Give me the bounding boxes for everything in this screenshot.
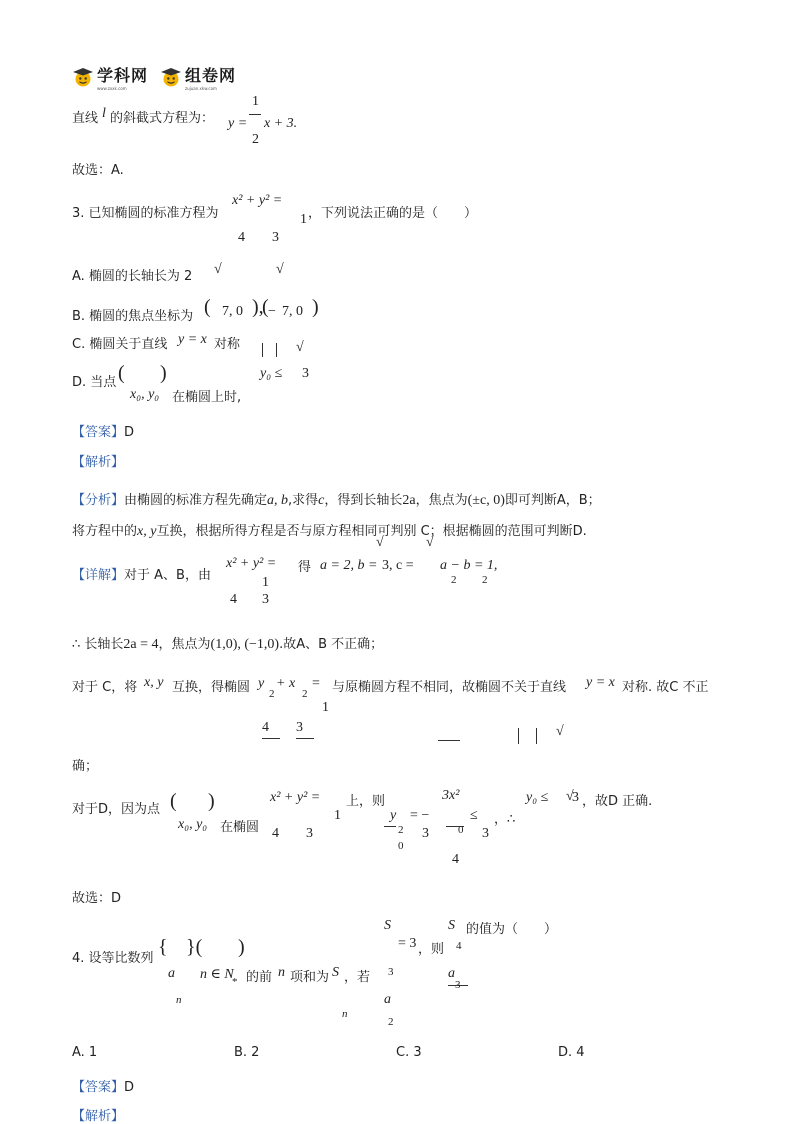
q3-fenxi-line2	[72, 520, 587, 540]
fenxi-ab: a, b	[267, 493, 289, 508]
q4-value: 的值为（ ）	[466, 922, 558, 937]
q4-n2: n	[342, 1008, 348, 1020]
q4-n: n	[278, 965, 285, 980]
c-text: 互换，得椭圆	[172, 680, 251, 695]
q4-S4: S	[448, 918, 455, 933]
answer-value: D	[124, 1080, 135, 1095]
therefore-points: (1,0), (−1,0)	[210, 637, 280, 652]
fenxi-text: 由椭圆的标准方程先确定	[124, 493, 268, 508]
q4-text: 项和为	[290, 970, 330, 985]
c-text: 对于 C，将	[72, 680, 138, 695]
p1-answer: 故选：A.	[72, 163, 124, 178]
d-point: x₀, y₀	[178, 817, 208, 832]
q4-a3: a	[448, 966, 455, 981]
d-den3b: 3	[482, 826, 489, 841]
sub-2: 2	[269, 688, 275, 700]
q4-sub3a: 3	[388, 966, 394, 978]
fenxi-xy: x, y	[137, 524, 157, 539]
fraction-bar	[262, 738, 280, 739]
p1-line-rest: 的斜截式方程为：	[110, 111, 215, 126]
q3-optc-y0: y₀ ≤	[260, 366, 283, 381]
fenxi-c: c	[318, 493, 325, 508]
fenxi-text: 即可判断A，B；	[504, 493, 601, 508]
c-den3: 3	[296, 720, 303, 735]
d-frac: x² + y² =	[270, 790, 321, 805]
sqrt-icon: √	[566, 789, 574, 804]
q4-option-c: C. 3	[396, 1045, 422, 1060]
q3-option-c: C. 椭圆关于直线	[72, 337, 168, 352]
d-le: ≤	[470, 808, 478, 823]
q3-fenxi-line1	[72, 489, 601, 509]
p1-line-text: 直线	[72, 111, 99, 126]
sub-2: 2	[398, 824, 404, 836]
therefore-text: ∴ 长轴长	[72, 637, 124, 652]
c-one: 1	[322, 700, 329, 715]
fenxi-text: 将方程中的	[72, 524, 138, 539]
p1-eq-y: y =	[228, 116, 248, 131]
q4-then: ，则	[418, 942, 445, 957]
paren-left: (	[170, 790, 177, 812]
d-comma: ，∴	[494, 812, 516, 827]
c-den4: 4	[262, 720, 269, 735]
brand-name-2: 组卷网	[185, 66, 237, 85]
fenxi-tag: 【分析】	[72, 493, 125, 508]
sub-2: 2	[302, 688, 308, 700]
q4-a2: a	[384, 992, 391, 1007]
fenxi-text: 互换，根据所得方程是否与原方程相同可判别 C；根据椭圆的范围可判断D.	[156, 524, 587, 539]
q3-optb-v1: 7, 0	[222, 304, 243, 319]
c-xy: x, y	[144, 675, 164, 690]
xiangjie-ab: a = 2, b =	[320, 558, 378, 573]
fraction-bar	[438, 740, 460, 741]
q3-stem: 3. 已知椭圆的标准方程为	[72, 206, 219, 221]
p1-eq-tail: x + 3.	[264, 116, 298, 131]
q4-n-sub: n	[176, 994, 182, 1006]
q3-optb-v2: 7, 0	[282, 304, 303, 319]
xiangjie-den4: 4	[230, 592, 237, 607]
abs-bar	[276, 343, 277, 357]
d-text: 对于D，因为点	[72, 802, 161, 817]
c-text: 对称. 故C 不正	[622, 680, 709, 695]
d-text: 在椭圆	[220, 820, 260, 835]
abs-bar	[262, 343, 263, 357]
d-end: ，故D 正确.	[582, 794, 653, 809]
answer-tag: 【答案】	[72, 1080, 125, 1095]
q3-answer	[72, 421, 134, 440]
q3-stem-tail: ，下列说法正确的是（ ）	[308, 206, 478, 221]
paren-right: )	[160, 362, 167, 384]
xiangjie-c2: a − b = 1,	[440, 558, 498, 573]
paren-left: (	[118, 362, 125, 384]
xiangjie-text: 对于 A、B，由	[124, 568, 211, 583]
d-text: 上，则	[346, 794, 386, 809]
q4-S: S	[332, 965, 339, 980]
c-y: y	[258, 676, 265, 691]
q4-star: *	[232, 976, 238, 988]
brace-left: {	[158, 936, 168, 958]
q4-text: 的前	[246, 970, 273, 985]
xiangjie-get: 得	[298, 560, 312, 575]
c-eq: =	[312, 676, 320, 691]
d-eqm: = −	[410, 808, 430, 823]
sub-2: 2	[482, 574, 488, 586]
q4-stem: 4. 设等比数列	[72, 951, 154, 966]
fenxi-text: ，得到长轴长	[324, 493, 403, 508]
sqrt-icon: √	[276, 262, 284, 277]
c-plus: + x	[276, 676, 296, 691]
q3-option-d: D. 当点	[72, 375, 117, 390]
paren-left: (	[204, 296, 211, 318]
q3-optc-eq: y = x	[178, 332, 207, 347]
q4-option-a: A. 1	[72, 1045, 98, 1060]
d-den3a: 3	[422, 826, 429, 841]
paren-right: )	[312, 296, 319, 318]
paren-right: )	[208, 790, 215, 812]
q4-eq3: = 3	[398, 936, 417, 951]
q4-option-b: B. 2	[234, 1045, 260, 1060]
q4-option-d: D. 4	[558, 1045, 585, 1060]
d-s3: 3	[572, 790, 579, 805]
q3-den4: 4	[238, 230, 245, 245]
p1-eq-den: 2	[252, 132, 259, 147]
xiangjie-frac: x² + y² =	[226, 556, 277, 571]
q3-option-b: B. 椭圆的焦点坐标为	[72, 309, 194, 324]
paren-left: (	[262, 296, 269, 318]
abs-bar	[518, 728, 519, 744]
d-3x2: 3x²	[442, 788, 460, 803]
fenxi-2a: 2a	[402, 493, 416, 508]
sqrt-icon: √	[376, 535, 384, 550]
brand-url-1: www.zxxk.com	[97, 86, 127, 91]
fraction-bar	[249, 114, 261, 115]
fenxi-text: ,求得	[288, 493, 319, 508]
c-yx: y = x	[586, 675, 615, 690]
abs-bar	[536, 728, 537, 744]
q3-den3: 3	[272, 230, 279, 245]
brand-url-2: zujuan.xkw.com	[185, 86, 217, 91]
q4-sub3b: 3	[455, 979, 461, 991]
sqrt-icon: √	[556, 724, 564, 739]
d-y0: y₀ ≤	[526, 790, 549, 805]
p1-var-l: l	[102, 106, 106, 121]
answer-value: D	[124, 425, 135, 440]
xiangjie-tag: 【详解】	[72, 568, 125, 583]
q4-text: ，若	[344, 970, 371, 985]
brand-name-1: 学科网	[97, 66, 149, 85]
q4-sub4: 4	[456, 940, 462, 952]
q3-final: 故选：D	[72, 891, 122, 906]
therefore-text: .故A、B 不正确；	[279, 637, 384, 652]
therefore-text: ，焦点为	[158, 637, 211, 652]
q3-frac: x² + y² =	[232, 193, 283, 208]
d-den4: 4	[452, 852, 459, 867]
c-text: 与原椭圆方程不相同，故椭圆不关于直线	[332, 680, 567, 695]
brand-logo-xueke	[72, 63, 148, 91]
q3-option-a: A. 椭圆的长轴长为 2	[72, 269, 193, 284]
sub-2: 2	[451, 574, 457, 586]
paren-right: ),	[252, 296, 264, 318]
sqrt-icon: √	[296, 340, 304, 355]
sqrt-icon: √	[426, 535, 434, 550]
sub-0: 0	[398, 840, 404, 852]
q3-analysis-tag: 【解析】	[72, 455, 125, 470]
q4-answer	[72, 1076, 134, 1095]
fenxi-focus: (±c, 0)	[467, 493, 505, 508]
q3-optc-3: 3	[302, 366, 309, 381]
brace-right: }(	[186, 936, 203, 958]
q4-analysis-tag: 【解析】	[72, 1109, 125, 1124]
d-y: y	[390, 808, 397, 823]
q3-optb-minus: −	[268, 304, 276, 319]
d-den4: 4	[272, 826, 279, 841]
q3-optc-sym: 对称	[214, 337, 241, 352]
fraction-bar	[384, 826, 396, 827]
xiangjie-one: 1	[262, 575, 269, 590]
sqrt-icon: √	[214, 262, 222, 277]
d-den3: 3	[306, 826, 313, 841]
q4-n-in: n ∈ N	[200, 967, 234, 982]
therefore-eq: 2a = 4	[123, 637, 159, 652]
q3-one: 1	[300, 212, 307, 227]
brand-logo-zujuan	[160, 63, 236, 91]
xiangjie-den3: 3	[262, 592, 269, 607]
q4-sub2: 2	[388, 1016, 394, 1028]
p1-eq-num: 1	[252, 94, 259, 109]
q3-optd-tail: 在椭圆上时,	[172, 390, 242, 405]
fenxi-text: ，焦点为	[415, 493, 468, 508]
d-one: 1	[334, 808, 341, 823]
xiangjie-3c: 3, c =	[382, 558, 414, 573]
mortarboard-icon	[72, 67, 94, 87]
q4-S3: S	[384, 918, 391, 933]
q3-therefore-line	[72, 633, 383, 653]
answer-tag: 【答案】	[72, 425, 125, 440]
mortarboard-icon	[160, 67, 182, 87]
sub-0: 0	[458, 824, 464, 836]
c-end: 确；	[72, 759, 99, 774]
q4-an: a	[168, 966, 175, 981]
paren-right: )	[238, 936, 245, 958]
fraction-bar	[296, 738, 314, 739]
q3-optd-point: x₀, y₀	[130, 387, 160, 402]
